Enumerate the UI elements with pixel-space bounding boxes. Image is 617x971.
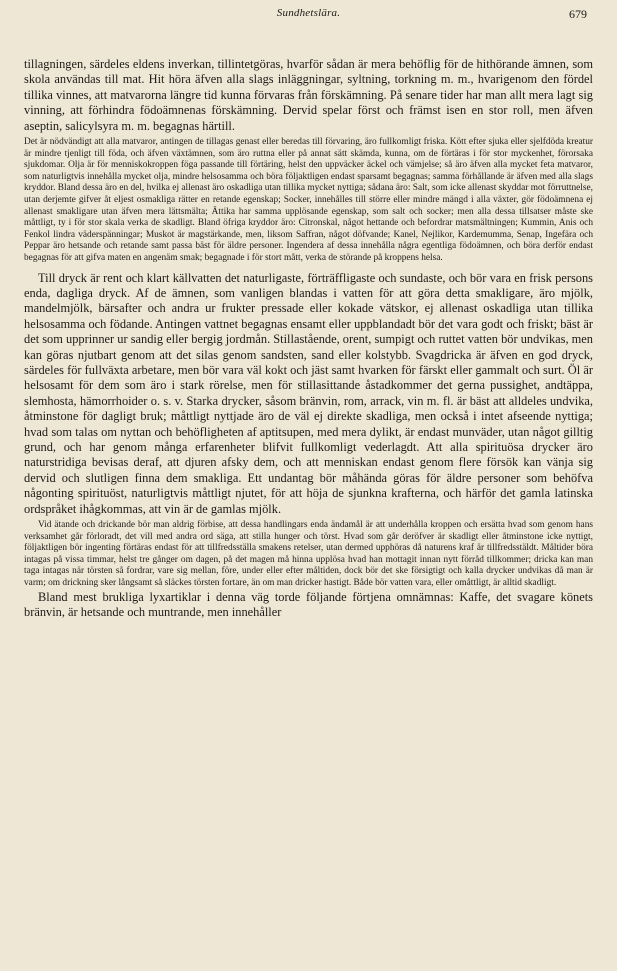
page-body — [24, 57, 593, 620]
paragraph-luxury-articles: Bland mest brukliga lyxartiklar i denna väg torde följande förtjena omnämnas: Kaffe, det svagare könets bränvin, är hetsande och muntrande, men innehåller — [24, 589, 593, 620]
page-header — [24, 7, 593, 27]
paragraph-food-preservation: tillagningen, särdeles eldens inverkan, tillintetgöras, hvarför sådan är mera behöflig för de hithörande ämnen, som skola användas till mat. Hit höra äfven alla slags inläggningar, syltning, torkning m. m., hvarigenom den fördel tillika vinnes, att matvarorna längre tid kunna förvaras från förskämning. På senare tider har man allt mera lagt sig vinning, att förhindra födoämnenas förskämning. Dervid spelar först och främst isen en stor roll, men äfven aseptin, salicylsyra m. m. begagnas härtill. — [24, 57, 593, 133]
running-title: Sundhetslära. — [276, 7, 341, 19]
page-number: 679 — [569, 7, 587, 21]
paragraph-meal-habits: Vid ätande och drickande bör man aldrig förbise, att dessa handlingars enda ändamål är att underhålla kroppen och ersätta hvad som genom hans verksamhet går förloradt, det vill med andra ord säga, att stilla hunger och törst. Hvad som går deröfver är skadligt eller åtminstone icke nyttigt, följaktligen bör ingenting förtäras endast för att tillfredsställa smakens retelser, utan dermed upphöras då naturens kraf är tillfredsstäldt. Måltider böra intagas på vissa timmar, helst tre gånger om dagen, på det magen må hinna upplösa hvad han mottagit innan nytt förråd tillkommer; dricka kan man taga intagas när törsten så fordrar, vare sig mellan, före, under eller efter måltiden, dock bör det ske försigtigt och kalla drycker undvikas då man är varm; om drickning sker långsamt så släckes törsten fortare, än om man dricker hastigt. Både bör vatten vara, eller omåttligt, är alltid skadligt. — [24, 520, 593, 589]
paragraph-spices: Det är nödvändigt att alla matvaror, antingen de tillagas genast eller beredas till förvaring, äro fullkomligt friska. Kött efter sjuka eller sjelfdöda kreatur är mindre tjenligt till föda, och äfven växtämnen, som äro ruttna eller på annat sätt skämda, kunna, om de förtäras i för stor myckenhet, förorsaka sjukdomar. Olja är för menniskokroppen föga passande till förtäring, helst den uppväcker äckel och vämjelse; så äro äfven alla mycket feta matvaror, som naturligtvis innehålla mycket olja, mindre helsosamma och böra följaktligen endast sparsamt begagnas; samma förhållande är äfven med alla slags kryddor. Bland dessa äro en del, hvilka ej allenast äro oskadliga utan tillika mycket nyttiga; sådana äro: Salt, som icke allenast skyddar mot förruttnelse, utan derjemte gifver åt eljest osmakliga rätter en retande egenskap; Socker, innehålles till större eller mindre mängd i alla växter, gör födoämnena ej allenast smakligare utan äfven mera lättsmälta; Ättika har samma upplösande egenskap, som salt och socker; men alla dessa tillsatser måste ske måttligt, ty i för stor skala verka de skadligt. Bland öfriga kryddor äro: Citronskal, något hettande och befordrar matsmältningen; Kummin, Anis och Fenkol lindra väderspänningar; Muskot är magstärkande, men, liksom Saffran, något döfvande; Kanel, Nejlikor, Kardemumma, Senap, Ingefära och Peppar äro hetsande och retande samt passa bäst för äldre personer. Ingendera af dessa innehålla några egentliga födoämnen, och böra derför endast begagnas för att gifva maten en angenäm smak; begagnade i för stort mått, verka de störande på kroppens helsa. — [24, 137, 593, 263]
paragraph-drinks: Till dryck är rent och klart källvatten det naturligaste, förträffligaste och sundaste, och bör vara en frisk persons enda, dagliga dryck. Af de ämnen, som vanligen blandas i vatten för att göra detta smakligare, äro mjölk, mandelmjölk, bärsafter och andra ur frukter pressade eller kokade vätskor, ej allenast oskadliga utan tillika helsosamma och födande. Antingen vattnet begagnas ensamt eller uppblandadt bör det vara godt och friskt; bäst är det som upprinner ur sandig eller bergig jordmån. Stillastående, orent, sumpigt och ruttet vatten bör undvikas, men kan göras njutbart genom att det silas genom sandsten, sand eller kolstybb. Svagdricka är äfven en god dryck, särdeles för fullväxta arbetare, men bör vara väl kokt och jäst samt hvarken för färskt eller gammalt och surt. Öl är helsosamt för dem som äro i stark rörelse, men för stillasittande åstadkommer det gerna pussighet, andtäppa, slemhosta, hämorrhoider o. s. v. Starka drycker, såsom bränvin, rom, arrack, vin m. fl. är bäst att alldeles undvika, åtminstone för dagligt bruk; måttligt nyttjade äro de väl ej direkte skadliga, men också i intet afseende nyttiga; hvad som talas om nyttan och behöfligheten af aptitsupen, med mera dylikt, är endast munväder, utan något gilltig grund, och har genom många erfarenheter blifvit fullkomligt vederlagdt. Att alla spirituösa drycker äro naturstridiga bevisas deraf, att djuren afsky dem, och att menniskan endast genom flere försök kan vänja sig dervid och slutligen finna dem smakliga. Ett undantag bör måhända göras för äldre personer som behöfva någonting spirituöst, naturligtvis måttligt njutet, för att höja de sjunkna krafterna, och härför det gamla latinska ordspråket ihågkommas, att vin är de gamlas mjölk. — [24, 270, 593, 516]
